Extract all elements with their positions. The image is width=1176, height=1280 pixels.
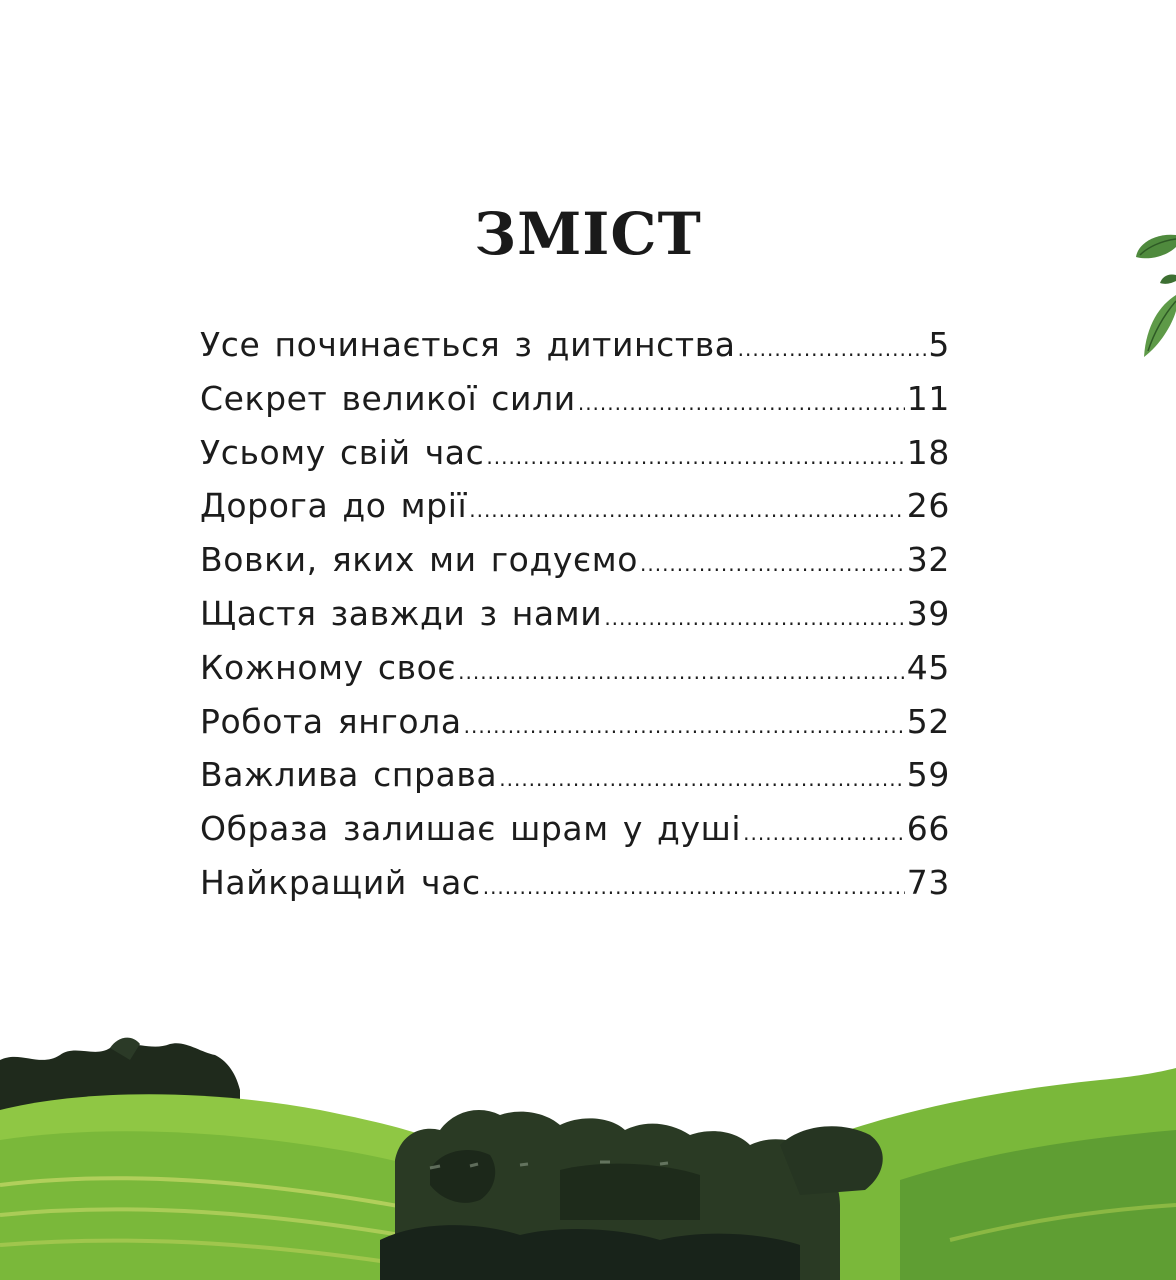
toc-entry [200,594,950,648]
dot-leader [604,606,904,630]
toc-entry [200,809,950,863]
toc-entry [200,648,950,702]
toc-entry [200,540,950,594]
toc-page-number: 45 [906,647,950,687]
toc-entry-title: Вовки, яких ми годуємо [200,540,638,580]
table-of-contents [200,325,950,917]
dot-leader [458,660,905,684]
dot-leader [738,337,927,361]
dot-leader [486,445,904,469]
toc-entry [200,486,950,540]
dot-leader [464,714,905,738]
dot-leader [743,821,905,845]
dot-leader [578,391,905,415]
toc-page-number: 59 [906,755,950,795]
toc-page-number: 32 [906,540,950,580]
toc-entry [200,379,950,433]
toc-entry-title: Усе починається з дитинства [200,325,736,364]
toc-entry-title: Дорога до мрії [200,486,468,526]
landscape-illustration [0,940,1176,1280]
toc-entry [200,702,950,756]
toc-entry [200,863,950,917]
toc-entry-title: Усьому свій час [200,432,485,472]
toc-entry [200,755,950,809]
dot-leader [640,552,905,576]
toc-entry-title: Найкращий час [200,862,481,902]
toc-page-number: 5 [928,325,950,364]
toc-entry-title: Важлива справа [200,755,498,795]
dot-leader [483,875,905,899]
toc-entry-title: Робота янгола [200,701,462,741]
dot-leader [499,767,905,791]
toc-page-number: 66 [906,809,950,849]
toc-entry-title: Кожному своє [200,647,457,687]
toc-entry-title: Щастя завжди з нами [200,593,603,633]
toc-page-number: 73 [906,862,950,902]
toc-page-number: 18 [906,432,950,472]
toc-entry-title: Образа залишає шрам у душі [200,809,742,849]
leaf-illustration [1116,215,1176,375]
dot-leader [469,498,905,522]
toc-entry [200,433,950,487]
toc-page-number: 26 [906,486,950,526]
toc-entry-title: Секрет великої сили [200,378,576,418]
page-title: ЗМІСТ [474,200,702,268]
toc-entry [200,325,950,379]
toc-page-number: 11 [906,378,950,418]
toc-page-number: 52 [906,701,950,741]
toc-page-number: 39 [906,593,950,633]
